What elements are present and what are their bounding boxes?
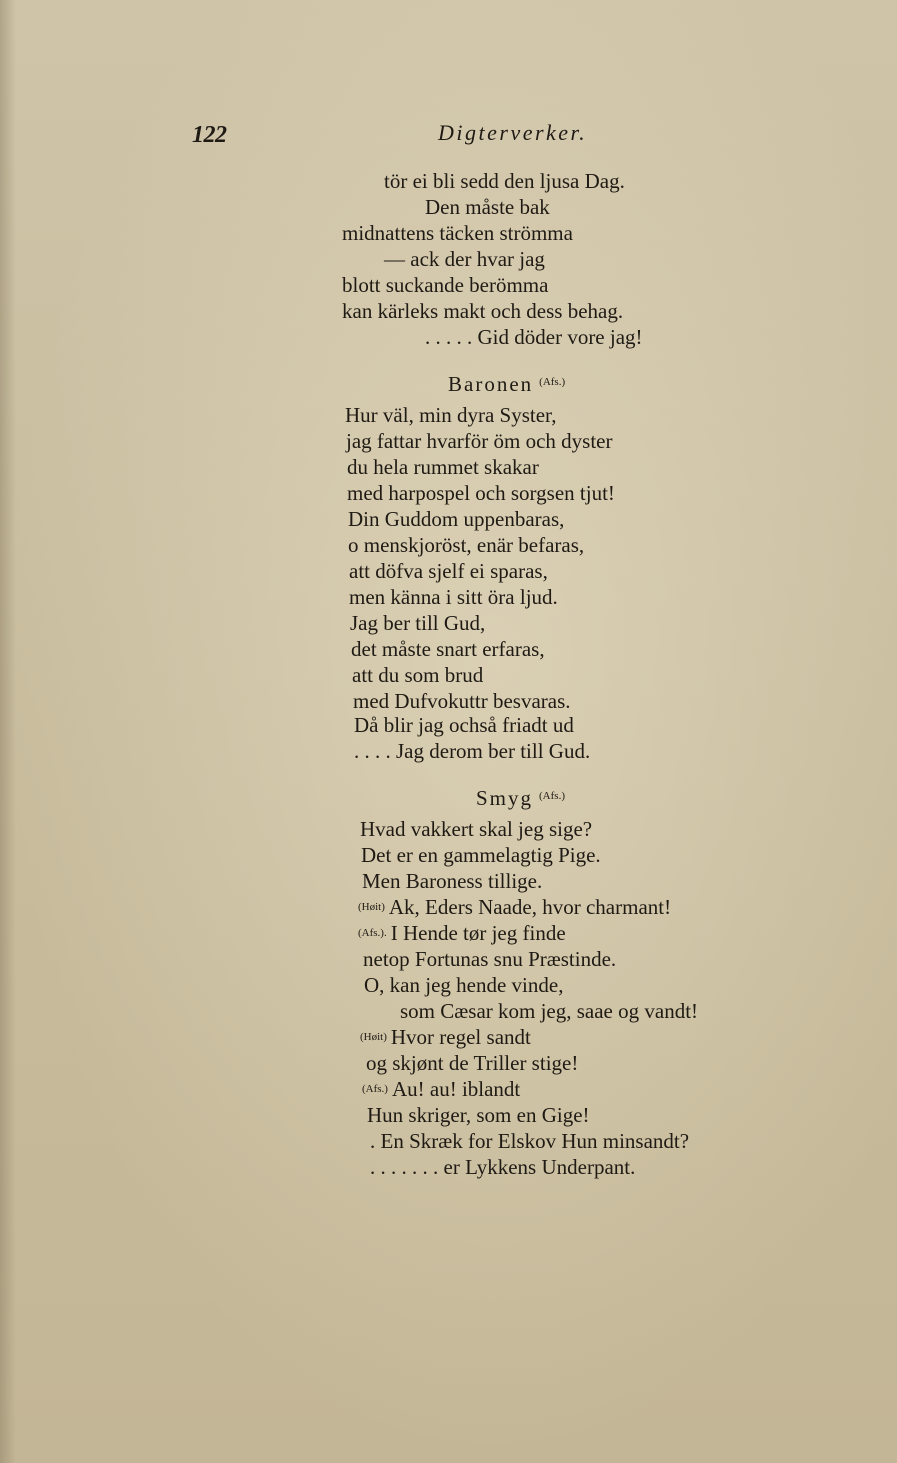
verse-line: Den måste bak xyxy=(425,195,550,219)
verse-line xyxy=(358,894,671,920)
verse-text: O, kan jeg hende vinde, xyxy=(364,973,564,997)
verse-line: att du som brud xyxy=(352,663,484,687)
verse-line: tör ei bli sedd den ljusa Dag. xyxy=(384,169,625,193)
speaker-name: Baronen xyxy=(448,372,534,396)
verse-line xyxy=(358,920,566,946)
verse-line xyxy=(366,1154,635,1180)
verse-line xyxy=(359,946,616,972)
verse-text: Det er en gammelagtig Pige. xyxy=(361,843,601,867)
stage-direction: (Afs.) xyxy=(539,790,565,802)
verse-text: Hun skriger, som en Gige! xyxy=(367,1103,590,1127)
verse-text: I Hende tør jeg finde xyxy=(390,921,566,945)
verse-line: . . . . . Gid döder vore jag! xyxy=(425,325,643,349)
verse-line xyxy=(396,998,698,1024)
page-header xyxy=(0,120,897,150)
verse-text: Hvad vakkert skal jeg sige? xyxy=(360,817,593,841)
verse-line xyxy=(360,1024,531,1050)
verse-text: . . . . . . . er Lykkens Underpant. xyxy=(370,1155,636,1179)
verse-line: Jag ber till Gud, xyxy=(350,611,486,635)
speaker-heading-baronen xyxy=(448,372,569,397)
stage-direction: (Høit) xyxy=(358,901,385,913)
verse-text: og skjønt de Triller stige! xyxy=(366,1051,579,1075)
verse-text: Men Baroness tillige. xyxy=(362,869,543,893)
speaker-name: Smyg xyxy=(476,786,534,810)
verse-line xyxy=(356,816,592,842)
running-title: Digterverker. xyxy=(438,120,588,145)
stage-direction: (Afs.). xyxy=(358,927,387,939)
verse-line: du hela rummet skakar xyxy=(347,455,539,479)
verse-line xyxy=(363,1102,590,1128)
verse-line: jag fattar hvarför öm och dyster xyxy=(346,429,613,453)
verse-text: Ak, Eders Naade, hvor charmant! xyxy=(388,895,672,919)
verse-line: kan kärleks makt och dess behag. xyxy=(342,299,624,323)
verse-text: . En Skræk for Elskov Hun minsandt? xyxy=(370,1129,690,1153)
verse-line xyxy=(366,1128,689,1154)
verse-text: som Cæsar kom jeg, saae og vandt! xyxy=(400,999,699,1023)
verse-line: o menskjoröst, enär befaras, xyxy=(348,533,585,557)
verse-text: netop Fortunas snu Præstinde. xyxy=(363,947,617,971)
verse-line: med harpospel och sorgsen tjut! xyxy=(347,481,615,505)
verse-line: blott suckande berömma xyxy=(342,273,549,297)
verse-line: det måste snart erfaras, xyxy=(351,637,545,661)
verse-line xyxy=(360,972,563,998)
stage-direction: (Afs.) xyxy=(539,376,566,388)
page-edge-shadow xyxy=(0,0,16,1463)
speaker-heading-smyg xyxy=(476,786,569,811)
verse-line: Hur väl, min dyra Syster, xyxy=(345,403,557,427)
verse-line: . . . . Jag derom ber till Gud. xyxy=(354,739,591,763)
page-number: 122 xyxy=(192,122,227,148)
verse-line: med Dufvokuttr besvaras. xyxy=(353,689,571,713)
verse-line: midnattens täcken strömma xyxy=(342,221,573,245)
verse-text: Au! au! iblandt xyxy=(391,1077,521,1101)
verse-line xyxy=(362,1076,520,1102)
verse-line: Då blir jag ochså friadt ud xyxy=(354,713,574,737)
stage-direction: (Høit) xyxy=(360,1031,387,1043)
verse-line: men känna i sitt öra ljud. xyxy=(349,585,558,609)
stage-direction: (Afs.) xyxy=(362,1083,388,1095)
verse-line: att döfva sjelf ei sparas, xyxy=(349,559,548,583)
verse-line: — ack der hvar jag xyxy=(384,247,545,271)
verse-line: Din Guddom uppenbaras, xyxy=(348,507,565,531)
verse-line xyxy=(358,868,542,894)
verse-line xyxy=(362,1050,578,1076)
verse-line xyxy=(357,842,601,868)
verse-text: Hvor regel sandt xyxy=(390,1025,531,1049)
